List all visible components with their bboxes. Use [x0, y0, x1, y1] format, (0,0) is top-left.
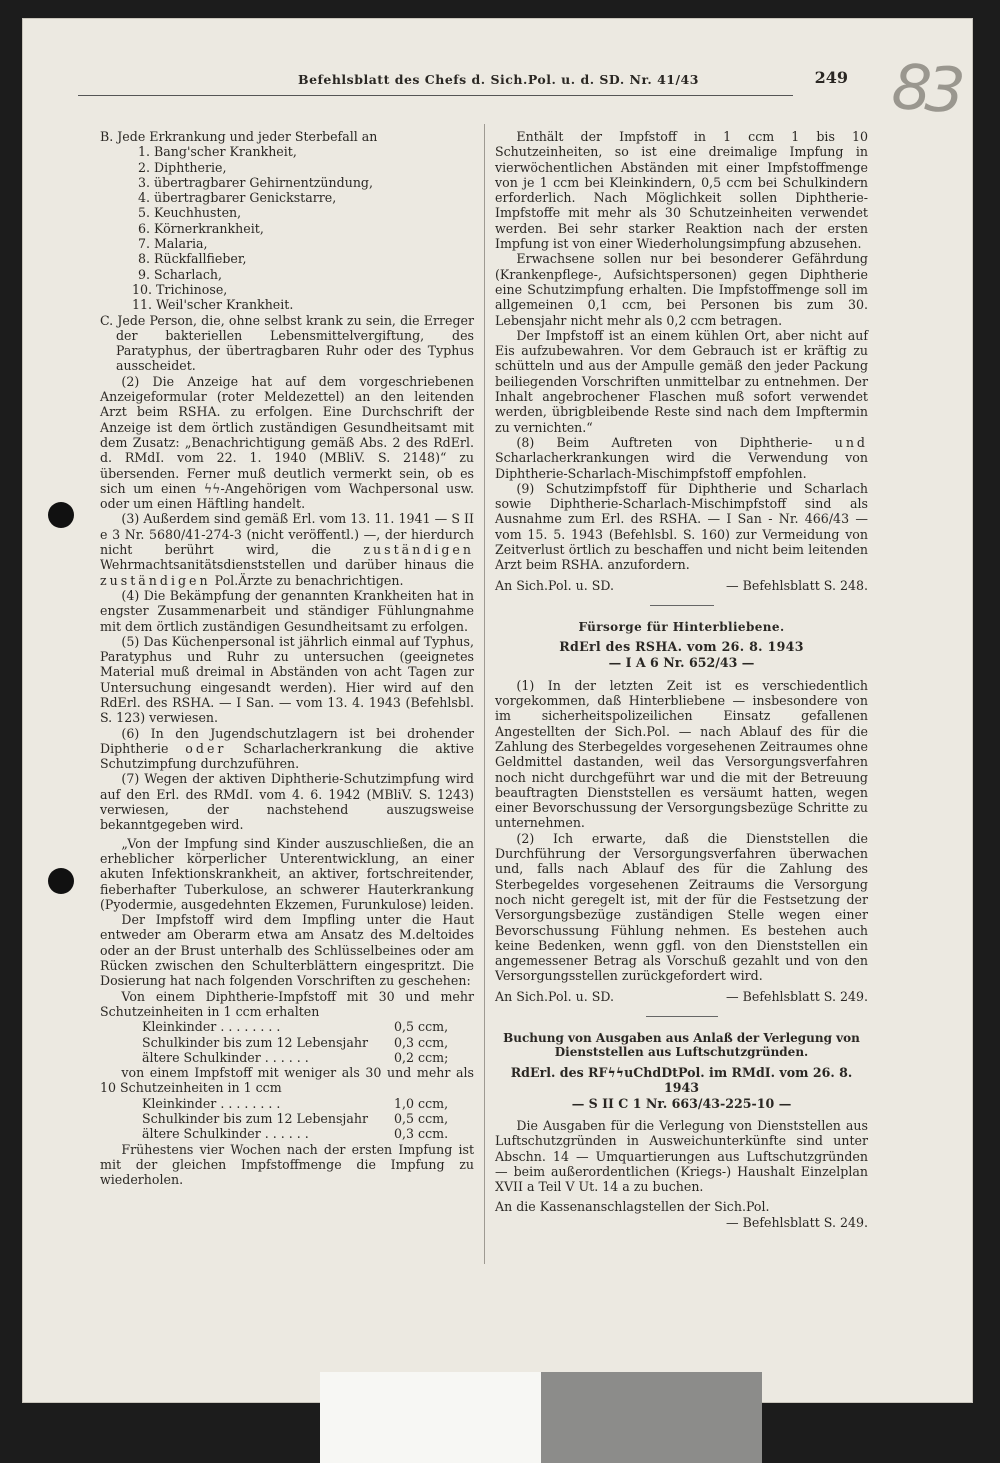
- disease-item: 5. Keuchhusten,: [138, 205, 242, 221]
- disease-item: 6. Körnerkrankheit,: [138, 220, 264, 236]
- disease-item: 8. Rückfallfieber,: [138, 251, 247, 267]
- paragraph-6-part: (6) In den Jugendschutzlagern ist bei drohender Diphtherie: [100, 725, 474, 756]
- dose-row: [100, 1050, 474, 1065]
- quote-paragraph: Der Impfstoff wird dem Impfling unter die Haut entweder am Oberarm etwa am Ansatz des M.deltoides oder an der Brust unterhalb des Schlüsselbeines oder am Rücken zwischen den Schulterblättern eingespritzt. Die Dosierung hat nach folgenden Vorschriften zu geschehen:: [100, 912, 474, 989]
- spaced-word: zuständigen: [100, 572, 211, 588]
- calibration-card-gray: [541, 1372, 762, 1463]
- quote-paragraph: Der Impfstoff ist an einem kühlen Ort, aber nicht auf Eis aufzubewahren. Vor dem Gebrauch ist er kräftig zu schütteln und aus der Ampulle gemäß den jeder Packung beiliegenden Vorschriften unmittelbar zu entnehmen. Der Inhalt angebrochener Flaschen muß sofort verwendet werden, übrigbleibende Reste sind nach dem Impftermin zu vernichten.“: [495, 327, 868, 435]
- dose-intro: von einem Impfstoff mit weniger als 30 und mehr als 10 Schutzeinheiten in 1 ccm: [100, 1065, 474, 1096]
- quote-paragraph: Erwachsene sollen nur bei besonderer Gefährdung (Krankenpflege-, Aufsichtspersonen) gegen Diphtherie eine Schutzimpfung erhalten. Die Impfstoffmenge soll im allgemeinen 0,1 ccm, bei Personen bis zum 30. Lebensjahr nicht mehr als 0,2 ccm betragen.: [495, 251, 868, 328]
- dose-intro: Von einem Diphtherie-Impfstoff mit 30 und mehr Schutzeinheiten in 1 ccm erhalten: [100, 988, 474, 1019]
- dose-value: 0,3 ccm,: [394, 1034, 449, 1050]
- dose-value: 0,2 ccm;: [394, 1049, 449, 1065]
- left-column: [100, 129, 474, 1187]
- decree-reference: RdErl. des RFϟϟuChdDtPol. im RMdI. vom 26. 8. 1943: [510, 1065, 853, 1096]
- paragraph-2: (2) Die Anzeige hat auf dem vorgeschriebenen Anzeigeformular (roter Meldezettel) an den leitenden Arzt beim RSHA. zu erfolgen. Eine Durchschrift der Anzeige ist dem örtlich zuständigen Gesundheitsamt mit dem Zusatz: „Benachrichtigung gemäß Abs. 2 des RdErl. d. RMdI. vom 22. 1. 1940 (MBliV. S. 2148)“ zu übersenden. Ferner muß deutlich vermerkt sein, ob es sich um einen ϟϟ-Angehörigen vom Wachpersonal usw. oder um einen Häftling handelt.: [100, 373, 474, 512]
- recipient: An die Kassenanschlagstellen der Sich.Pol.: [495, 1199, 770, 1215]
- paragraph-8-part: Scharlacherkrankungen wird die Verwendung von Diphtherie-Scharlach-Mischimpfstoff empfohlen.: [495, 450, 868, 481]
- dose-label: Schulkinder bis zum 12 Lebensjahr: [142, 1111, 368, 1126]
- paragraph-8-part: (8) Beim Auftreten von Diphtherie-: [516, 434, 813, 450]
- spaced-word: zuständigen: [363, 542, 474, 558]
- page-reference: — Befehlsblatt S. 249.: [726, 1214, 868, 1230]
- spaced-word: und: [834, 434, 868, 450]
- dose-row: [100, 1111, 474, 1126]
- punch-hole: [48, 502, 74, 528]
- column-divider: [484, 124, 485, 1264]
- page-header: [78, 70, 848, 92]
- paragraph-3-part: Pol.Ärzte zu benachrichtigen.: [214, 572, 404, 588]
- page-reference: — Befehlsblatt S. 249.: [726, 988, 868, 1004]
- dose-row: [100, 1126, 474, 1141]
- disease-item: 10. Trichinose,: [132, 281, 228, 297]
- section-title: Buchung von Ausgaben aus Anlaß der Verlegung von Dienststellen aus Luftschutzgründen.: [503, 1031, 860, 1060]
- paragraph-6: [100, 726, 474, 772]
- section-separator: [646, 1016, 718, 1017]
- paragraph-7: (7) Wegen der aktiven Diphtherie-Schutzimpfung wird auf den Erl. des RMdI. vom 4. 6. 1942 (MBliV. S. 1243) verwiesen, der nachstehend auszugsweise bekanntgegeben wird.: [100, 771, 474, 833]
- calibration-card-white: [320, 1372, 541, 1463]
- disease-item: 4. übertragbarer Genickstarre,: [138, 190, 337, 206]
- disease-item: 9. Scharlach,: [138, 266, 223, 282]
- dose-value: 0,5 ccm,: [394, 1111, 449, 1126]
- header-title: Befehlsblatt des Chefs d. Sich.Pol. u. d. SD. Nr. 41/43: [298, 72, 699, 87]
- quote-paragraph: Frühestens vier Wochen nach der ersten Impfung ist mit der gleichen Impfstoffmenge die Impfung zu wiederholen.: [100, 1141, 474, 1188]
- section-title: Fürsorge für Hinterbliebene.: [578, 619, 785, 634]
- dose-value: 0,5 ccm,: [394, 1019, 449, 1035]
- signature-line: [495, 989, 868, 1004]
- dose-label: ältere Schulkinder . . . . . .: [142, 1049, 309, 1065]
- dose-value: 1,0 ccm,: [394, 1095, 449, 1111]
- dose-label: Kleinkinder . . . . . . . .: [142, 1019, 281, 1035]
- paragraph-8: [495, 435, 868, 481]
- page-reference: — Befehlsblatt S. 248.: [726, 577, 868, 593]
- dose-row: [100, 1035, 474, 1050]
- disease-item: 1. Bang'scher Krankheit,: [138, 144, 297, 160]
- paragraph-2: (2) Ich erwarte, daß die Dienststellen die Durchführung der Versorgungsverfahren überwachen und, falls nach Ablauf des für die Zahlung des Sterbegeldes vorgesehenen Zeitraums die Versorgung noch nicht geregelt ist, mit der für die Festsetzung der Versorgungsbezüge zuständigen Stelle wegen einer Bevorschussung Fühlung nehmen. Es bestehen auch keine Bedenken, wenn ggfl. von den Dienststellen ein angemessener Betrag als Vorschuß gezahlt und von den Versorgungsstellen zurückgefordert wird.: [495, 830, 868, 984]
- paragraph-3-part: (3) Außerdem sind gemäß Erl. vom 13. 11. 1941 — S II e 3 Nr. 5680/41-274-3 (nicht veröffentl.) —, der hierdurch nicht berührt wird, die: [100, 511, 474, 558]
- dose-label: ältere Schulkinder . . . . . .: [142, 1126, 309, 1142]
- paragraph-6-part: Scharlacherkrankung die aktive Schutzimpfung durchzuführen.: [100, 740, 474, 772]
- disease-item: 11. Weil'scher Krankheit.: [132, 297, 294, 313]
- dose-label: Schulkinder bis zum 12 Lebensjahr: [142, 1034, 368, 1050]
- dose-row: [100, 1019, 474, 1034]
- paragraph-3-part: Wehrmachtsanitätsdienststellen und darüber hinaus die: [100, 557, 474, 573]
- paragraph-5: (5) Das Küchenpersonal ist jährlich einmal auf Typhus, Paratyphus und Ruhr zu untersuchen (geeignetes Material muß dreimal in Abständen von acht Tagen zur Untersuchung eingesandt werden). Hier wird auf den RdErl. des RSHA. — I San. — vom 13. 4. 1943 (Befehlsbl. S. 123) verwiesen.: [100, 633, 474, 726]
- punch-hole: [48, 868, 74, 894]
- paragraph-1: (1) In der letzten Zeit ist es verschiedentlich vorgekommen, daß Hinterbliebene — insbesondere von im sicherheitspolizeilichen Einsatz gefallenen Angestellten der Sich.Pol. — nach Ablauf des für die Zahlung des Sterbegeldes vorgesehenen Zeitraumes ohne Geldmittel dastanden, weil das Versorgungsverfahren noch nicht durchgeführt war und die mit der Betreuung beauftragten Dienststellen es versäumt hatten, wegen einer Bevorschussung der Versorgungsbezüge Schritte zu unternehmen.: [495, 677, 868, 831]
- section-c-paragraph: C. Jede Person, die, ohne selbst krank zu sein, die Erreger der bakteriellen Lebensmittelvergiftung, des Paratyphus, der übertragbaren Ruhr oder des Typhus ausscheidet.: [100, 312, 474, 374]
- section-b-intro: B. Jede Erkrankung und jeder Sterbefall an: [100, 129, 378, 144]
- disease-item: 2. Diphtherie,: [138, 159, 227, 175]
- quote-paragraph: „Von der Impfung sind Kinder auszuschließen, die an erheblicher körperlicher Unterentwicklung, an einer akuten Infektionskrankheit, an aktiver, fortschreitender, fieberhafter Tuberkulose, an schwerer Hauterkrankung (Pyodermie, ausgedehnten Ekzemen, Furunkulose) leiden.: [100, 835, 474, 912]
- signature-line: [495, 578, 868, 593]
- section-separator: [650, 605, 714, 606]
- recipient: An Sich.Pol. u. SD.: [495, 988, 615, 1004]
- pencil-annotation: 83: [889, 49, 962, 128]
- spaced-word: oder: [185, 740, 227, 756]
- quote-paragraph: Enthält der Impfstoff in 1 ccm 1 bis 10 Schutzeinheiten, so ist eine dreimalige Impfung in vierwöchentlichen Abständen mit einer Impfstoffmenge von je 1 ccm bei Kleinkindern, 0,5 ccm bei Schulkindern erforderlich. Nach Möglichkeit sollen Diphtherie-Impfstoffe mit mehr als 30 Schutzeinheiten verwendet werden. Bei sehr starker Reaktion nach der ersten Impfung ist von einer Wiederholungsimpfung abzusehen.: [495, 129, 868, 252]
- decree-number: — I A 6 Nr. 652/43 —: [608, 654, 755, 670]
- recipient: An Sich.Pol. u. SD.: [495, 577, 615, 593]
- decree-reference: RdErl des RSHA. vom 26. 8. 1943: [559, 639, 804, 655]
- paragraph-4: (4) Die Bekämpfung der genannten Krankheiten hat in engster Zusammenarbeit und ständiger Fühlungnahme mit dem örtlich zuständigen Gesundheitsamt zu erfolgen.: [100, 587, 474, 634]
- disease-item: 7. Malaria,: [138, 236, 208, 252]
- dose-label: Kleinkinder . . . . . . . .: [142, 1095, 281, 1111]
- header-rule: [78, 95, 793, 96]
- paragraph-3: [100, 511, 474, 587]
- paragraph: Die Ausgaben für die Verlegung von Dienststellen aus Luftschutzgründen in Ausweichunterkünfte sind unter Abschn. 14 — Umquartierungen aus Luftschutzgründen — beim außerordentlichen (Kriegs-) Haushalt Einzelplan XVII a Teil V Ut. 14 a zu buchen.: [495, 1117, 868, 1195]
- decree-number: — S II C 1 Nr. 663/43-225-10 —: [571, 1095, 792, 1111]
- page-number: 249: [814, 68, 848, 87]
- dose-row: [100, 1096, 474, 1111]
- dose-value: 0,3 ccm.: [394, 1126, 449, 1142]
- disease-item: 3. übertragbarer Gehirnentzündung,: [138, 174, 373, 190]
- paragraph-9: (9) Schutzimpfstoff für Diphtherie und Scharlach sowie Diphtherie-Scharlach-Mischimpfstoff sind als Ausnahme zum Erl. des RSHA. — I San - Nr. 466/43 — vom 15. 5. 1943 (Befehlsbl. S. 160) zur Vermeidung von Zeitverlust örtlich zu beschaffen und nicht beim leitenden Arzt beim RSHA. anzufordern.: [495, 480, 868, 573]
- right-column: [495, 129, 868, 1230]
